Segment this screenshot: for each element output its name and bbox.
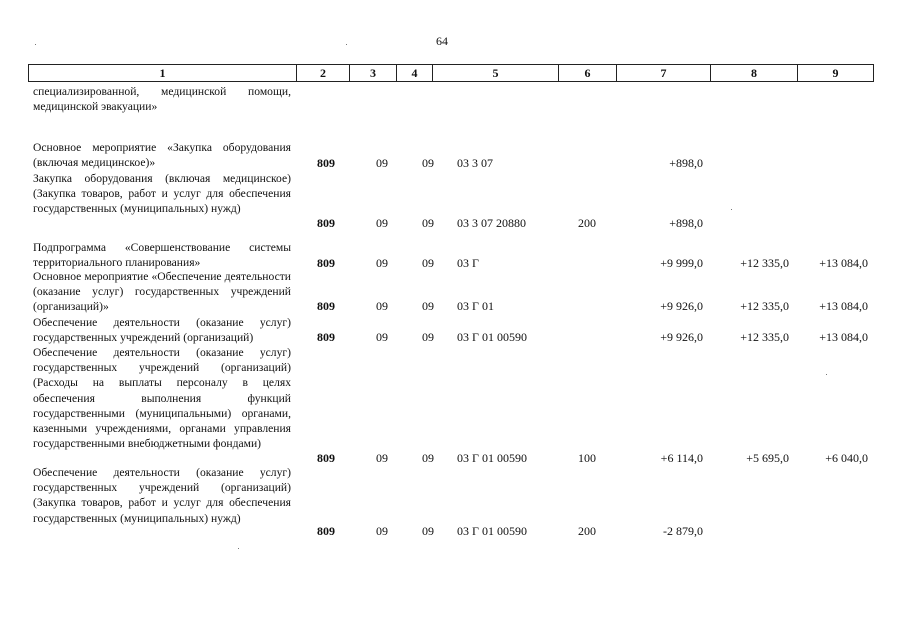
header-col-6: 6 [559, 65, 617, 81]
cell-vr: 100 [578, 451, 596, 465]
scan-speck [731, 209, 732, 210]
header-col-1: 1 [29, 65, 297, 81]
cell-sum-col7: +9 999,0 [660, 256, 703, 270]
cell-razdel: 09 [376, 330, 388, 344]
cell-csr: 03 Г [457, 256, 479, 270]
cell-ved: 809 [317, 216, 335, 230]
row-description: Закупка оборудования (включая медицинское) (Закупка товаров, работ и услуг для обеспечения государственных (муниципальных) нужд) [33, 172, 291, 216]
cell-sum-col7: -2 879,0 [663, 524, 703, 538]
cell-csr: 03 Г 01 00590 [457, 524, 527, 538]
cell-csr: 03 3 07 [457, 156, 493, 170]
scan-speck [35, 44, 36, 45]
scan-speck [238, 548, 239, 549]
cell-sum-col8: +5 695,0 [746, 451, 789, 465]
row-description: специализированной, медицинской помощи, медицинской эвакуации» [33, 85, 291, 114]
cell-sum-col7: +898,0 [669, 216, 703, 230]
cell-sum-col7: +9 926,0 [660, 299, 703, 313]
cell-sum-col8: +12 335,0 [740, 299, 789, 313]
row-description: Обеспечение деятельности (оказание услуг) государственных учреждений (организаций) (Расходы на выплаты персоналу в целях обеспечения выполнения функций государственными (муниципальными) органами, казенными учреждениями, органами управления государственными внебюджетными фондами) [33, 346, 291, 451]
scan-speck [826, 374, 827, 375]
cell-sum-col7: +9 926,0 [660, 330, 703, 344]
header-col-9: 9 [832, 66, 839, 80]
cell-razdel: 09 [376, 299, 388, 313]
cell-sum-col9: +13 084,0 [819, 330, 868, 344]
cell-sum-col9: +13 084,0 [819, 256, 868, 270]
cell-ved: 809 [317, 451, 335, 465]
header-col-7: 7 [617, 65, 711, 81]
cell-podrazdel: 09 [422, 451, 434, 465]
cell-podrazdel: 09 [422, 216, 434, 230]
header-col-4: 4 [397, 65, 433, 81]
cell-sum-col8: +12 335,0 [740, 256, 789, 270]
cell-podrazdel: 09 [422, 299, 434, 313]
cell-sum-col8: +12 335,0 [740, 330, 789, 344]
cell-ved: 809 [317, 256, 335, 270]
row-description: Основное мероприятие «Обеспечение деятельности (оказание услуг) государственных учреждений (организаций)» [33, 270, 291, 314]
cell-sum-col9: +6 040,0 [825, 451, 868, 465]
cell-vr: 200 [578, 524, 596, 538]
row-description: Обеспечение деятельности (оказание услуг) государственных учреждений (организаций) [33, 316, 291, 345]
cell-sum-col9: +13 084,0 [819, 299, 868, 313]
cell-razdel: 09 [376, 256, 388, 270]
cell-sum-col7: +6 114,0 [660, 451, 703, 465]
cell-podrazdel: 09 [422, 524, 434, 538]
header-col-5: 5 [433, 65, 559, 81]
cell-podrazdel: 09 [422, 156, 434, 170]
row-description: Основное мероприятие «Закупка оборудования (включая медицинское)» [33, 141, 291, 170]
cell-ved: 809 [317, 330, 335, 344]
cell-csr: 03 Г 01 00590 [457, 330, 527, 344]
table-header [28, 64, 874, 82]
cell-ved: 809 [317, 524, 335, 538]
cell-csr: 03 3 07 20880 [457, 216, 526, 230]
header-col-8: 8 [711, 65, 798, 81]
cell-razdel: 09 [376, 451, 388, 465]
row-description: Обеспечение деятельности (оказание услуг) государственных учреждений (организаций) (Закупка товаров, работ и услуг для обеспечения государственных (муниципальных) нужд) [33, 466, 291, 525]
header-col-3: 3 [350, 65, 397, 81]
cell-razdel: 09 [376, 216, 388, 230]
header-col-2: 2 [297, 65, 350, 81]
cell-csr: 03 Г 01 00590 [457, 451, 527, 465]
cell-ved: 809 [317, 156, 335, 170]
cell-podrazdel: 09 [422, 330, 434, 344]
cell-ved: 809 [317, 299, 335, 313]
cell-sum-col7: +898,0 [669, 156, 703, 170]
cell-podrazdel: 09 [422, 256, 434, 270]
cell-vr: 200 [578, 216, 596, 230]
cell-razdel: 09 [376, 524, 388, 538]
scan-speck [346, 44, 347, 45]
cell-razdel: 09 [376, 156, 388, 170]
cell-csr: 03 Г 01 [457, 299, 494, 313]
page-number: 64 [436, 34, 448, 48]
row-description: Подпрограмма «Совершенствование системы территориального планирования» [33, 241, 291, 270]
